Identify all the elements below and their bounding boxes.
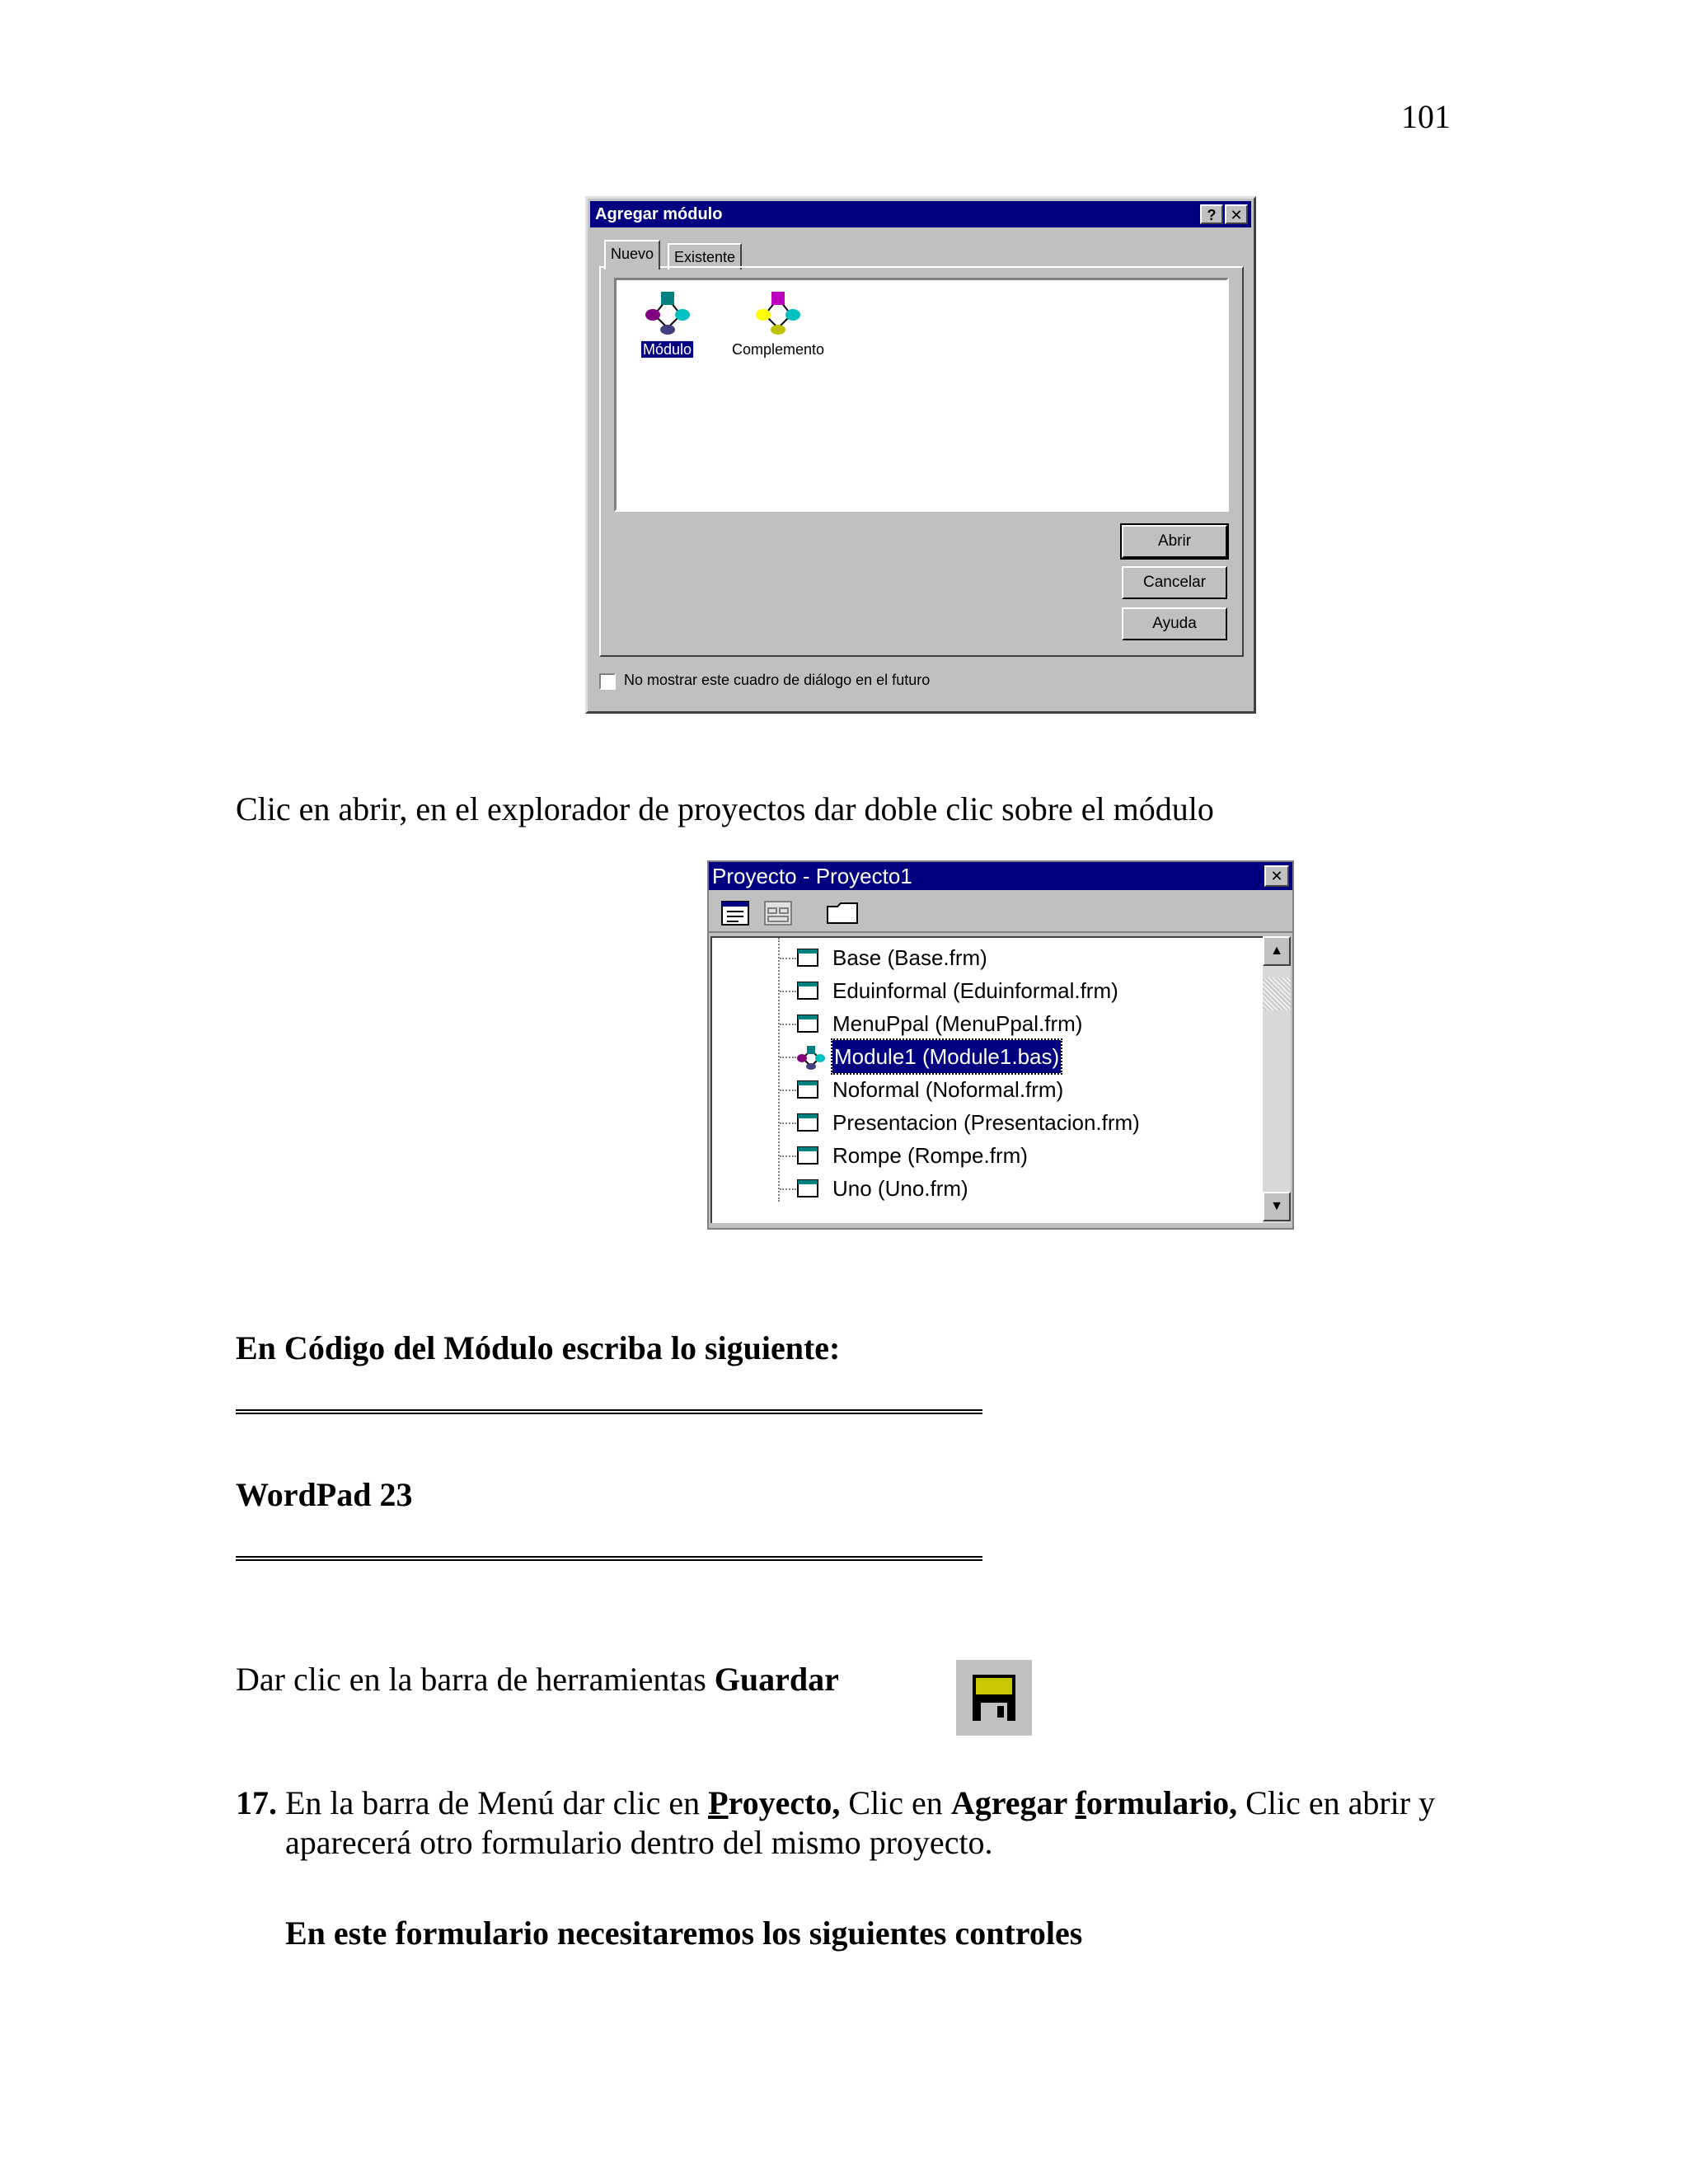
close-icon[interactable]: ✕ — [1225, 204, 1248, 224]
list-item-modulo[interactable] — [641, 288, 693, 359]
tab-existente[interactable]: Existente — [668, 243, 742, 269]
view-code-icon[interactable] — [720, 900, 750, 926]
heading-controles: En este formulario necesitaremos los siguientes controles — [285, 1915, 1083, 1952]
form-icon — [796, 1111, 823, 1134]
list-item-complemento[interactable] — [732, 288, 824, 359]
module-icon — [643, 288, 692, 338]
project-explorer-title: Proyecto - Proyecto1 — [712, 864, 912, 888]
instruction-paragraph: Clic en abrir, en el explorador de proyectos dar doble clic sobre el módulo — [236, 790, 1214, 827]
list-item-label: Módulo — [643, 341, 692, 358]
module-icon — [796, 1045, 826, 1070]
list-item-label: Complemento — [732, 341, 825, 358]
heading-wordpad: WordPad 23 — [236, 1476, 413, 1513]
heading-codigo: En Código del Módulo escriba lo siguiente: — [236, 1329, 841, 1366]
help-button[interactable]: Ayuda — [1122, 607, 1227, 640]
form-icon — [796, 946, 823, 969]
separator-line — [236, 1409, 982, 1414]
open-button[interactable]: Abrir — [1122, 525, 1227, 558]
toggle-folders-icon[interactable] — [826, 900, 859, 926]
tab-nuevo[interactable]: Nuevo — [604, 240, 660, 269]
dont-show-label: No mostrar este cuadro de diálogo en el futuro — [624, 672, 931, 688]
form-icon — [796, 1177, 823, 1200]
scroll-thumb[interactable] — [1263, 977, 1291, 1010]
tree-connector — [778, 938, 780, 1202]
form-icon — [796, 979, 823, 1002]
project-explorer — [707, 860, 1294, 1230]
cancel-button[interactable]: Cancelar — [1122, 566, 1227, 599]
help-icon[interactable]: ? — [1200, 204, 1223, 224]
template-list — [614, 278, 1229, 512]
close-icon[interactable]: ✕ — [1264, 865, 1289, 887]
step-text: En la barra de Menú dar clic en Proyecto, Clic en Agregar formulario, Clic en abrir y aparecerá otro formulario dentro del mismo proyecto. — [285, 1784, 1436, 1861]
save-keyword: Guardar — [714, 1661, 839, 1698]
project-explorer-title-bar — [709, 862, 1292, 890]
form-icon — [796, 1012, 823, 1035]
form-icon — [796, 1078, 823, 1101]
save-instruction: Dar clic en la barra de herramientas Guardar — [236, 1661, 839, 1698]
addin-icon — [753, 288, 803, 338]
add-module-dialog — [585, 196, 1256, 714]
view-object-icon[interactable] — [763, 900, 793, 926]
save-icon — [956, 1660, 1032, 1736]
scroll-down-icon[interactable]: ▼ — [1263, 1192, 1291, 1221]
page-number: 101 — [1401, 98, 1451, 135]
dialog-title-bar — [590, 201, 1251, 227]
vertical-scrollbar[interactable] — [1263, 936, 1291, 1223]
project-explorer-toolbar — [709, 892, 1292, 933]
scroll-up-icon[interactable]: ▲ — [1263, 936, 1291, 966]
dont-show-checkbox[interactable] — [599, 673, 616, 690]
step-number: 17. — [236, 1784, 277, 1821]
separator-line — [236, 1556, 982, 1561]
dialog-title: Agregar módulo — [595, 205, 723, 223]
project-tree: Base (Base.frm) Eduinformal (Eduinformal.frm) MenuPpal (MenuPpal.frm) Module1 (Module1.bas) Noformal (Noformal.frm) Presentacion (Presentacion.frm) Rompe (Rompe.frm) Uno (Uno.frm) — [710, 936, 1263, 1223]
form-icon — [796, 1144, 823, 1167]
